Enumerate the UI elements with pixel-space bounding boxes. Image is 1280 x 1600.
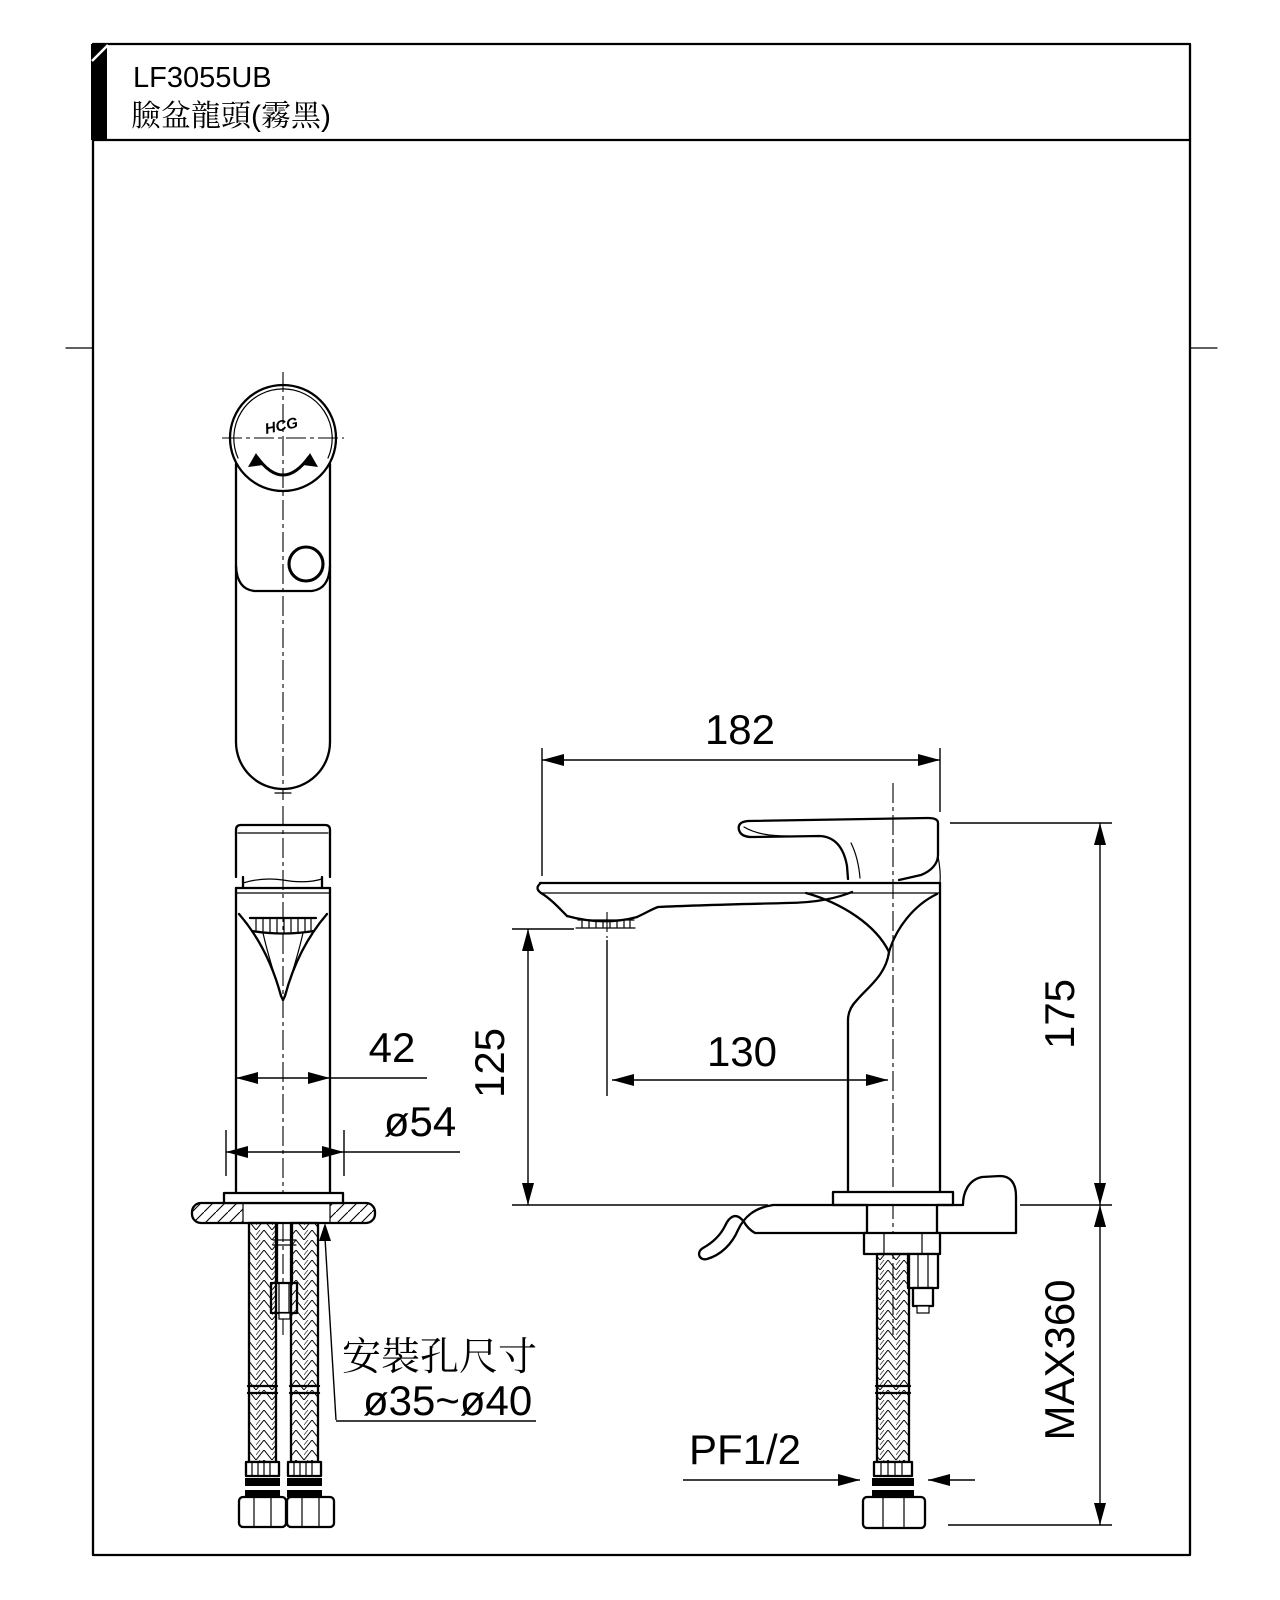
arrow-pf12-right-icon bbox=[928, 1474, 950, 1486]
arrow-max360-bottom-icon bbox=[1094, 1503, 1106, 1525]
spout-bulge-right bbox=[637, 907, 658, 917]
dim-182-label: 182 bbox=[704, 706, 776, 753]
dim-54-label: ø54 bbox=[383, 1098, 457, 1145]
title-block bbox=[131, 62, 331, 133]
aerator-top-circle bbox=[289, 547, 323, 581]
pivot-corner-arc bbox=[938, 856, 940, 883]
lever-outline bbox=[748, 818, 938, 880]
base-flange bbox=[224, 1193, 343, 1203]
arrow-182-right-icon bbox=[918, 754, 940, 766]
product-name: 臉盆龍頭(霧黑) bbox=[131, 100, 331, 133]
arrow-175-top-icon bbox=[1094, 823, 1106, 845]
lock-nut-block bbox=[864, 1233, 940, 1254]
fan-curve-right bbox=[889, 894, 937, 952]
spout-underside-line bbox=[658, 903, 786, 907]
arrow-175-bottom-icon bbox=[1094, 1183, 1106, 1205]
spout-v-inner-right bbox=[284, 933, 303, 997]
aerator-ticks bbox=[256, 919, 311, 933]
arrow-54-right-icon bbox=[322, 1146, 344, 1158]
model-number: LF3055UB bbox=[133, 62, 272, 94]
lever-underside bbox=[739, 821, 848, 879]
arrow-130-left-icon bbox=[612, 1074, 634, 1086]
brand-logo: HCG bbox=[263, 414, 300, 438]
pivot-front-crease bbox=[851, 843, 860, 878]
dim-130-label: 130 bbox=[706, 1028, 778, 1075]
spout-v-inner-left bbox=[263, 933, 282, 997]
countertop-section-left bbox=[699, 1205, 867, 1259]
arrow-125-bottom-icon bbox=[522, 1183, 534, 1205]
arrow-42-left-icon bbox=[236, 1072, 258, 1084]
spout-tip-cap bbox=[538, 883, 542, 893]
arrow-182-left-icon bbox=[542, 754, 564, 766]
dim-pf12-label: PF1/2 bbox=[688, 1426, 802, 1473]
dimensions bbox=[226, 706, 1112, 1525]
top-view bbox=[222, 372, 344, 800]
dim-125-label: 125 bbox=[466, 1027, 513, 1099]
arrow-pf12-left-icon bbox=[838, 1474, 860, 1486]
arrow-130-right-icon bbox=[866, 1074, 888, 1086]
lever-tip-crease bbox=[744, 827, 788, 836]
front-view bbox=[192, 793, 375, 1527]
install-hole-note-line1: 安裝孔尺寸 bbox=[342, 1336, 538, 1379]
countertop-hole bbox=[243, 1204, 330, 1222]
countertop-section-right bbox=[937, 1176, 1016, 1233]
arrow-125-top-icon bbox=[522, 929, 534, 951]
install-hole-note-line2: ø35~ø40 bbox=[363, 1377, 533, 1424]
supply-hose-left bbox=[239, 1223, 286, 1527]
spout-bulge-left bbox=[541, 893, 567, 916]
dim-42-label: 42 bbox=[368, 1024, 416, 1071]
leader-line bbox=[325, 1238, 336, 1420]
threaded-stud bbox=[908, 1254, 938, 1313]
dim-max360-label: MAX360 bbox=[1036, 1279, 1083, 1441]
side-view bbox=[538, 783, 1017, 1528]
arrow-42-right-icon bbox=[308, 1072, 330, 1084]
dim-175-label: 175 bbox=[1036, 978, 1083, 1050]
arrow-max360-top-icon bbox=[1094, 1205, 1106, 1227]
fan-curve-down bbox=[848, 952, 889, 1020]
side-base-flange bbox=[833, 1192, 953, 1205]
